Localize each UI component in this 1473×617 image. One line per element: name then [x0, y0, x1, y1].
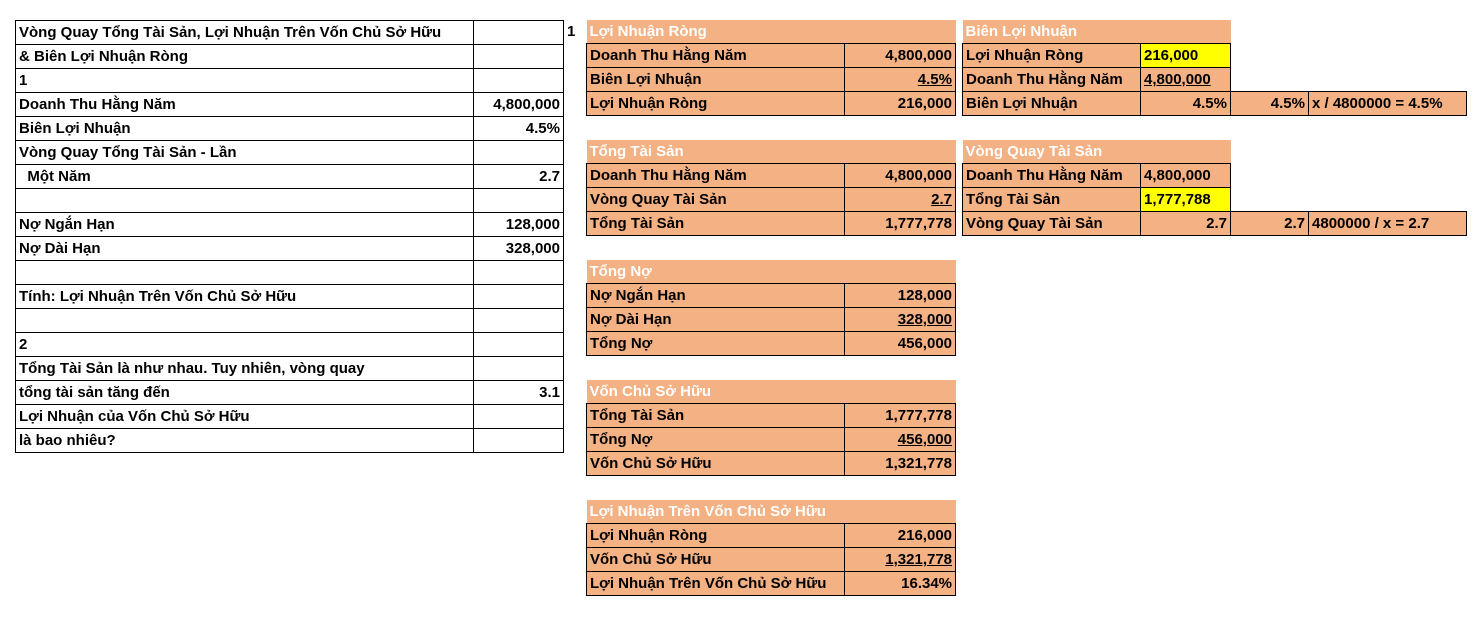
blank-cell	[1231, 44, 1309, 68]
calc-value-cell[interactable]: 456,000	[845, 428, 956, 452]
input-value-cell[interactable]: 4,800,000	[474, 93, 564, 117]
blank-cell	[1309, 164, 1467, 188]
input-label-cell[interactable]: Vòng Quay Tổng Tài Sản - Lần	[16, 141, 474, 165]
calc-value-cell[interactable]: 456,000	[845, 332, 956, 356]
blank-cell	[1309, 44, 1467, 68]
input-label-cell[interactable]	[16, 309, 474, 333]
input-label-cell[interactable]: 2	[16, 333, 474, 357]
calc-value-cell[interactable]: 1,777,778	[845, 212, 956, 236]
input-label-cell[interactable]: Tổng Tài Sản là như nhau. Tuy nhiên, vòng quay	[16, 357, 474, 381]
input-value-cell[interactable]	[474, 429, 564, 453]
input-row	[16, 45, 564, 69]
calc-value-cell[interactable]: 128,000	[845, 284, 956, 308]
input-value-cell[interactable]: 3.1	[474, 381, 564, 405]
blank-cell	[1231, 140, 1309, 164]
calc-row	[587, 164, 956, 188]
calc-value-cell[interactable]: 328,000	[845, 308, 956, 332]
calc-label-cell[interactable]: Nợ Ngắn Hạn	[587, 284, 845, 308]
calc-value-cell[interactable]: 216,000	[845, 92, 956, 116]
table-header-row	[963, 20, 1467, 44]
input-label-cell[interactable]: Biên Lợi Nhuận	[16, 117, 474, 141]
calc-value-cell[interactable]: 2.7	[845, 188, 956, 212]
blank-cell	[1309, 140, 1467, 164]
input-row	[16, 141, 564, 165]
calc-row	[587, 212, 956, 236]
calc-label-cell[interactable]: Vốn Chủ Sở Hữu	[587, 452, 845, 476]
input-value-cell[interactable]	[474, 69, 564, 93]
input-label-cell[interactable]: Vòng Quay Tổng Tài Sản, Lợi Nhuận Trên Vốn Chủ Sở Hữu	[16, 21, 474, 45]
input-row	[16, 429, 564, 453]
calc-value-cell[interactable]: 16.34%	[845, 572, 956, 596]
table-header-row	[587, 380, 956, 404]
blank-cell	[1309, 68, 1467, 92]
input-label-cell[interactable]: Nợ Dài Hạn	[16, 237, 474, 261]
total-debt-table	[586, 260, 956, 356]
net-profit-table	[586, 20, 956, 116]
calc-label-cell[interactable]: Tổng Nợ	[587, 332, 845, 356]
blank-cell	[1231, 164, 1309, 188]
input-row	[16, 405, 564, 429]
calc-row	[963, 188, 1467, 212]
input-label-cell[interactable]: là bao nhiêu?	[16, 429, 474, 453]
section-marker: 1	[567, 23, 576, 40]
input-row	[16, 357, 564, 381]
calc-row	[587, 572, 956, 596]
calc-label-cell[interactable]: Biên Lợi Nhuận	[587, 68, 845, 92]
calc-check-cell[interactable]: 4.5%	[1231, 92, 1309, 116]
input-row	[16, 189, 564, 213]
calc-row	[587, 332, 956, 356]
calc-value-cell[interactable]: 4.5%	[1141, 92, 1231, 116]
calc-label-cell[interactable]: Nợ Dài Hạn	[587, 308, 845, 332]
calc-value-cell[interactable]: 1,321,778	[845, 548, 956, 572]
blank-cell	[1309, 188, 1467, 212]
calc-value-cell[interactable]: 1,777,788	[1141, 188, 1231, 212]
table-header-row	[587, 260, 956, 284]
input-row	[16, 285, 564, 309]
calc-value-cell[interactable]: 4,800,000	[845, 164, 956, 188]
calc-row	[963, 212, 1467, 236]
input-value-cell[interactable]: 128,000	[474, 213, 564, 237]
calc-value-cell[interactable]: 4.5%	[845, 68, 956, 92]
input-table	[15, 20, 564, 453]
input-label-cell[interactable]: Một Năm	[16, 165, 474, 189]
calc-value-cell[interactable]: 4,800,000	[1141, 68, 1231, 92]
input-value-cell[interactable]	[474, 261, 564, 285]
input-row	[16, 213, 564, 237]
input-row	[16, 93, 564, 117]
calc-label-cell[interactable]: Vòng Quay Tài Sản	[587, 188, 845, 212]
calc-label-cell[interactable]: Tổng Nợ	[587, 428, 845, 452]
roe-table	[586, 500, 956, 596]
calc-row	[587, 428, 956, 452]
calc-check-cell[interactable]: 2.7	[1231, 212, 1309, 236]
input-row	[16, 237, 564, 261]
input-label-cell[interactable]: 1	[16, 69, 474, 93]
table-header-row	[587, 140, 956, 164]
calc-row	[587, 452, 956, 476]
calc-label-cell[interactable]: Vốn Chủ Sở Hữu	[587, 548, 845, 572]
calc-label-cell[interactable]: Doanh Thu Hằng Năm	[963, 68, 1141, 92]
input-label-cell[interactable]: Doanh Thu Hằng Năm	[16, 93, 474, 117]
blank-cell	[1231, 188, 1309, 212]
calc-row	[587, 44, 956, 68]
calc-row	[963, 164, 1467, 188]
calc-row	[963, 68, 1467, 92]
calc-row	[587, 524, 956, 548]
input-label-cell[interactable]: Lợi Nhuận của Vốn Chủ Sở Hữu	[16, 405, 474, 429]
calc-label-cell[interactable]: Tổng Tài Sản	[587, 212, 845, 236]
input-value-cell[interactable]	[474, 189, 564, 213]
calc-row	[963, 44, 1467, 68]
calc-label-cell[interactable]: Doanh Thu Hằng Năm	[587, 164, 845, 188]
formula-cell[interactable]: x / 4800000 = 4.5%	[1309, 92, 1467, 116]
calc-row	[587, 188, 956, 212]
calc-row	[587, 308, 956, 332]
table-title: Vòng Quay Tài Sản	[963, 140, 1231, 164]
calc-label-cell[interactable]: Lợi Nhuận Trên Vốn Chủ Sở Hữu	[587, 572, 845, 596]
input-row	[16, 117, 564, 141]
input-row	[16, 165, 564, 189]
calc-value-cell[interactable]: 4,800,000	[1141, 164, 1231, 188]
calc-label-cell[interactable]: Lợi Nhuận Ròng	[587, 92, 845, 116]
calc-row	[587, 404, 956, 428]
input-value-cell[interactable]	[474, 405, 564, 429]
calc-row	[587, 548, 956, 572]
calc-label-cell[interactable]: Biên Lợi Nhuận	[963, 92, 1141, 116]
calc-value-cell[interactable]: 4,800,000	[845, 44, 956, 68]
margin-table	[962, 20, 1467, 116]
equity-table	[586, 380, 956, 476]
calc-value-cell[interactable]: 216,000	[1141, 44, 1231, 68]
input-value-cell[interactable]	[474, 45, 564, 69]
calc-value-cell[interactable]: 2.7	[1141, 212, 1231, 236]
calc-value-cell[interactable]: 1,321,778	[845, 452, 956, 476]
input-row	[16, 21, 564, 45]
calc-row	[587, 68, 956, 92]
input-label-cell[interactable]: Tính: Lợi Nhuận Trên Vốn Chủ Sở Hữu	[16, 285, 474, 309]
input-label-cell[interactable]: tổng tài sản tăng đến	[16, 381, 474, 405]
calc-label-cell[interactable]: Vòng Quay Tài Sản	[963, 212, 1141, 236]
input-value-cell[interactable]	[474, 333, 564, 357]
table-title: Tổng Tài Sản	[587, 140, 956, 164]
calc-label-cell[interactable]: Tổng Tài Sản	[963, 188, 1141, 212]
input-row	[16, 381, 564, 405]
total-assets-table	[586, 140, 956, 236]
input-value-cell[interactable]	[474, 141, 564, 165]
table-header-row	[963, 140, 1467, 164]
input-value-cell[interactable]: 328,000	[474, 237, 564, 261]
input-label-cell[interactable]	[16, 189, 474, 213]
calc-label-cell[interactable]: Lợi Nhuận Ròng	[587, 524, 845, 548]
input-row	[16, 261, 564, 285]
calc-label-cell[interactable]: Doanh Thu Hằng Năm	[587, 44, 845, 68]
calc-row	[587, 92, 956, 116]
input-value-cell[interactable]	[474, 357, 564, 381]
table-title: Biên Lợi Nhuận	[963, 20, 1231, 44]
table-title: Lợi Nhuận Ròng	[587, 20, 956, 44]
turnover-table	[962, 140, 1467, 236]
input-value-cell[interactable]	[474, 285, 564, 309]
blank-cell	[1309, 20, 1467, 44]
blank-cell	[1231, 20, 1309, 44]
calc-row	[963, 92, 1467, 116]
table-title: Vốn Chủ Sở Hữu	[587, 380, 956, 404]
input-value-cell[interactable]	[474, 21, 564, 45]
input-row	[16, 333, 564, 357]
table-title: Lợi Nhuận Trên Vốn Chủ Sở Hữu	[587, 500, 956, 524]
table-header-row	[587, 500, 956, 524]
input-value-cell[interactable]: 4.5%	[474, 117, 564, 141]
input-value-cell[interactable]	[474, 309, 564, 333]
calc-row	[587, 284, 956, 308]
blank-cell	[1231, 68, 1309, 92]
formula-cell[interactable]: 4800000 / x = 2.7	[1309, 212, 1467, 236]
table-title: Tổng Nợ	[587, 260, 956, 284]
calc-label-cell[interactable]: Doanh Thu Hằng Năm	[963, 164, 1141, 188]
input-label-cell[interactable]	[16, 261, 474, 285]
table-header-row	[587, 20, 956, 44]
calc-label-cell[interactable]: Tổng Tài Sản	[587, 404, 845, 428]
input-row	[16, 309, 564, 333]
input-label-cell[interactable]: & Biên Lợi Nhuận Ròng	[16, 45, 474, 69]
calc-label-cell[interactable]: Lợi Nhuận Ròng	[963, 44, 1141, 68]
input-value-cell[interactable]: 2.7	[474, 165, 564, 189]
input-table-body	[16, 21, 564, 453]
calc-value-cell[interactable]: 1,777,778	[845, 404, 956, 428]
calc-value-cell[interactable]: 216,000	[845, 524, 956, 548]
input-label-cell[interactable]: Nợ Ngắn Hạn	[16, 213, 474, 237]
input-row	[16, 69, 564, 93]
